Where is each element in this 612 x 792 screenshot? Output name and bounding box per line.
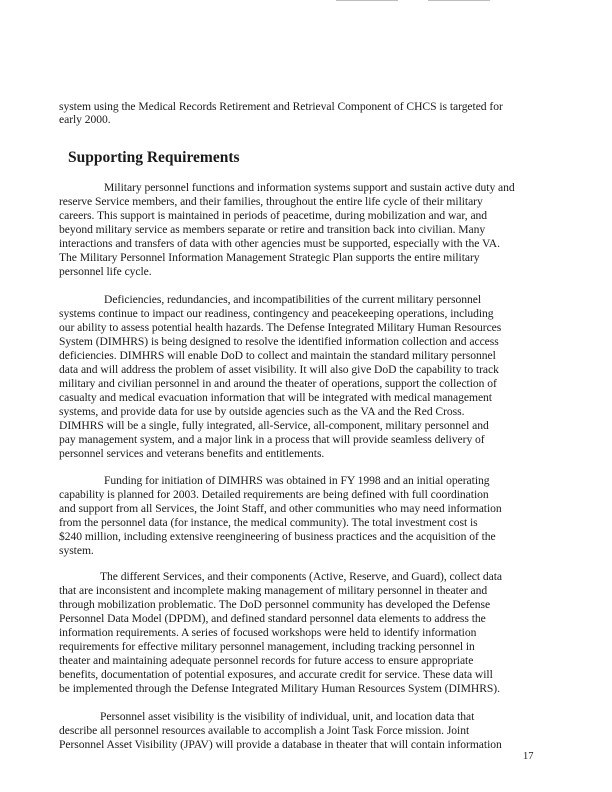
text-line: Personnel Asset Visibility (JPAV) will provide a database in theater that will contain information bbox=[59, 738, 502, 751]
text-line: interactions and transfers of data with other agencies must be supported, especially with the VA. bbox=[59, 237, 500, 250]
text-line: Military personnel functions and information systems support and sustain active duty and bbox=[104, 181, 515, 194]
text-line: systems continue to impact our readiness, contingency and peacekeeping operations, including bbox=[59, 307, 494, 320]
text-line: Funding for initiation of DIMHRS was obtained in FY 1998 and an initial operating bbox=[104, 474, 490, 487]
page-number: 17 bbox=[523, 751, 534, 762]
text-line: beyond military service as members separate or retire and transition back into civilian. Many bbox=[59, 223, 486, 236]
text-line: Deficiencies, redundancies, and incompatibilities of the current military personnel bbox=[104, 293, 482, 306]
text-line: and support from all Services, the Joint Staff, and other communities who may need information bbox=[59, 502, 502, 515]
text-line: pay management system, and a major link in a process that will provide seamless delivery of bbox=[59, 433, 485, 446]
text-line: DIMHRS will be a single, fully integrated, all-Service, all-component, military personnel and bbox=[59, 419, 489, 432]
text-line: reserve Service members, and their families, throughout the entire life cycle of their military bbox=[59, 195, 483, 208]
text-line: military and civilian personnel in and around the theater of operations, support the collection of bbox=[59, 377, 497, 390]
text-line: Personnel asset visibility is the visibility of individual, unit, and location data that bbox=[100, 710, 475, 723]
top-rule-right bbox=[428, 0, 490, 1]
text-line: information requirements. A series of focused workshops were held to identify information bbox=[59, 626, 477, 639]
top-rule-left bbox=[336, 0, 398, 1]
text-line: Personnel Data Model (DPDM), and defined standard personnel data elements to address the bbox=[59, 612, 486, 625]
text-line: careers. This support is maintained in periods of peacetime, during mobilization and war, and bbox=[59, 209, 488, 222]
text-line: system using the Medical Records Retirement and Retrieval Component of CHCS is targeted for bbox=[59, 100, 503, 113]
text-line: requirements for effective military personnel management, including tracking personnel in bbox=[59, 640, 475, 653]
text-line: $240 million, including extensive reengineering of business practices and the acquisition of the bbox=[59, 530, 496, 543]
text-line: through mobilization problematic. The DoD personnel community has developed the Defense bbox=[59, 598, 491, 611]
section-heading: Supporting Requirements bbox=[68, 149, 240, 166]
text-line: early 2000. bbox=[59, 113, 111, 126]
text-line: System (DIMHRS) is being designed to resolve the identified information collection and access bbox=[59, 335, 499, 348]
text-line: systems, and provide data for use by outside agencies such as the VA and the Red Cross. bbox=[59, 405, 465, 418]
text-line: The Military Personnel Information Management Strategic Plan supports the entire military bbox=[59, 251, 480, 264]
text-line: data and will address the problem of asset visibility. It will also give DoD the capability to track bbox=[59, 363, 499, 376]
text-line: capability is planned for 2003. Detailed requirements are being defined with full coordination bbox=[59, 488, 489, 501]
text-line: be implemented through the Defense Integrated Military Human Resources System (DIMHRS). bbox=[59, 682, 500, 695]
text-line: personnel life cycle. bbox=[59, 265, 152, 278]
text-line: The different Services, and their components (Active, Reserve, and Guard), collect data bbox=[100, 570, 503, 583]
text-line: describe all personnel resources available to accomplish a Joint Task Force mission. Joint bbox=[59, 724, 470, 737]
text-line: theater and maintaining adequate personnel records for future access to ensure appropriate bbox=[59, 654, 474, 667]
text-line: deficiencies. DIMHRS will enable DoD to collect and maintain the standard military personnel bbox=[59, 349, 496, 362]
text-line: benefits, documentation of potential exposures, and accurate credit for service. These data will bbox=[59, 668, 493, 681]
text-line: personnel services and veterans benefits and entitlements. bbox=[59, 447, 325, 460]
text-line: from the personnel data (for instance, the medical community). The total investment cost is bbox=[59, 516, 478, 529]
text-line: casualty and medical evacuation information that will be integrated with medical management bbox=[59, 391, 492, 404]
text-line: our ability to assess potential health hazards. The Defense Integrated Military Human Resources bbox=[59, 321, 502, 334]
text-line: that are inconsistent and incomplete making management of military personnel in theater and bbox=[59, 584, 488, 597]
text-line: system. bbox=[59, 544, 94, 557]
